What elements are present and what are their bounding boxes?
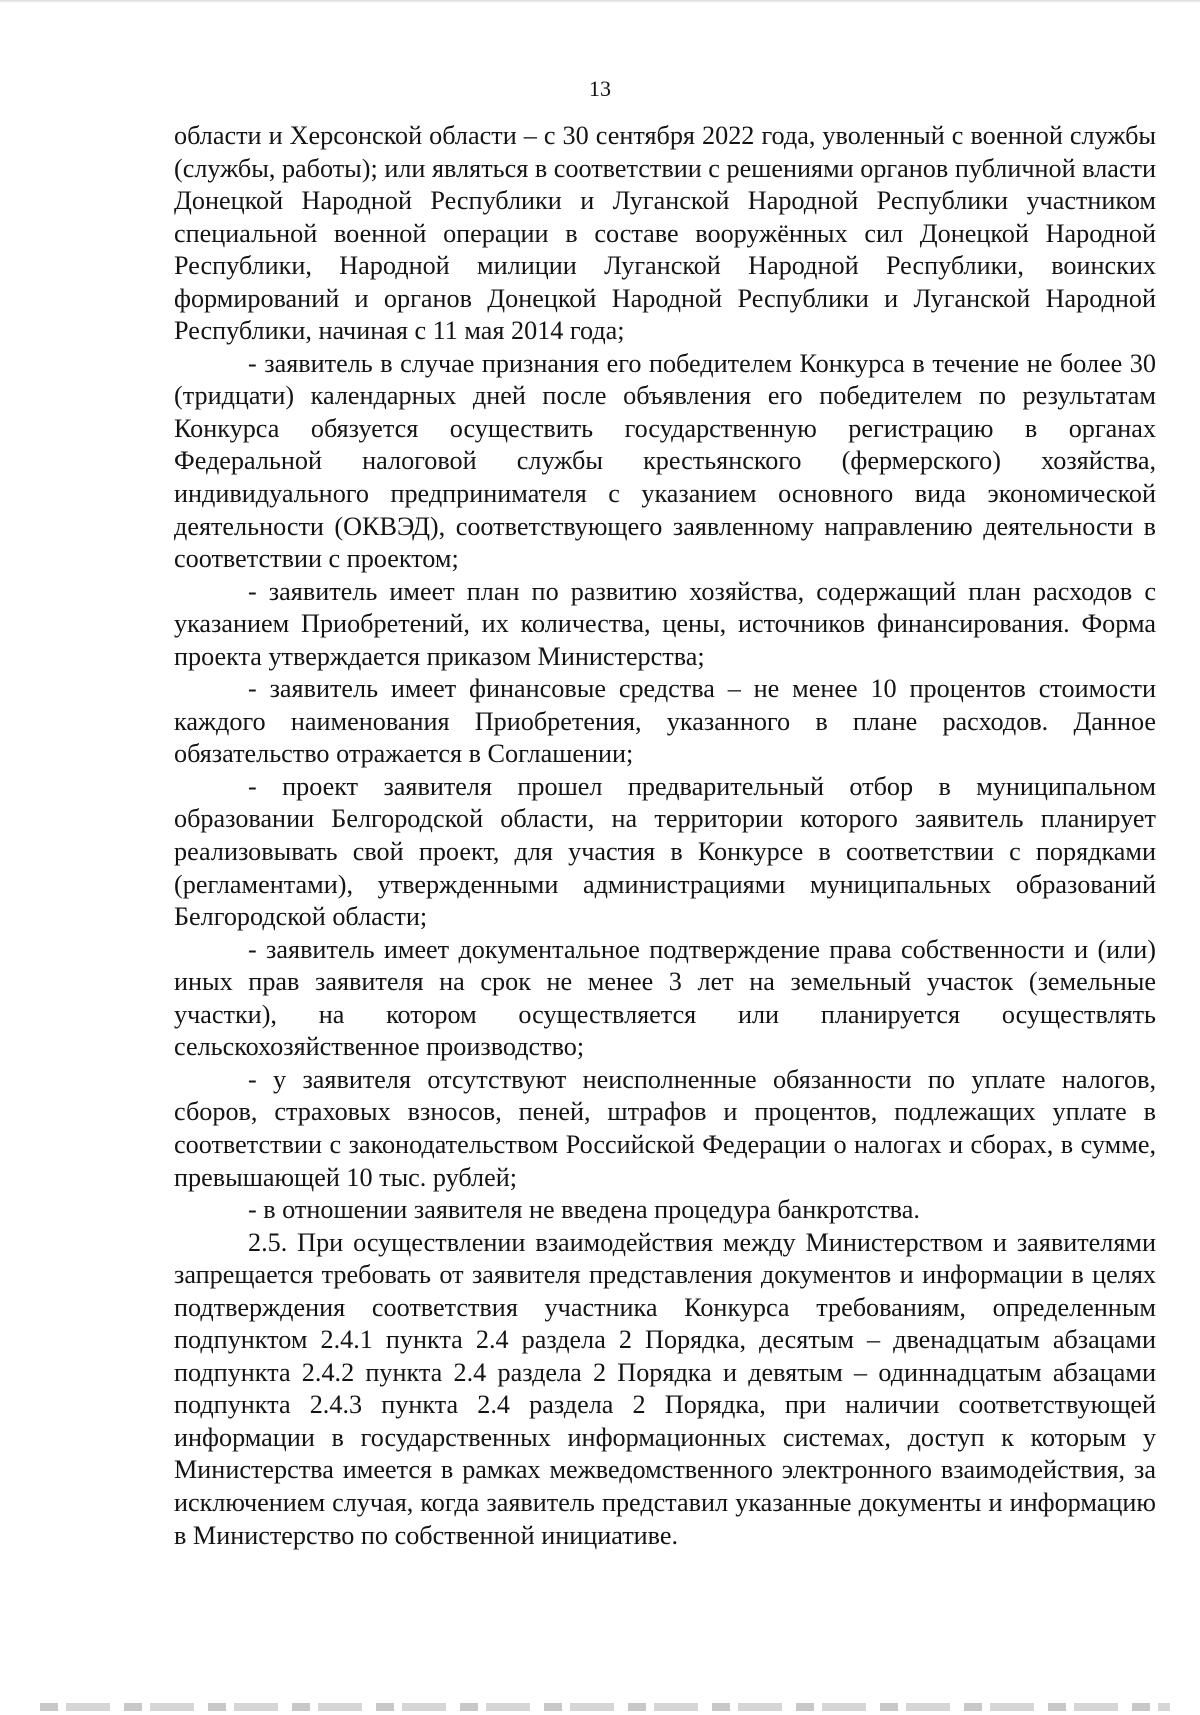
document-body [174, 120, 1156, 1552]
paragraph-registration-obligation: - заявитель в случае признания его победителем Конкурса в течение не более 30 (тридцати) календарных дней после объявления его победителем по результатам Конкурса обязуется осуществить государственную регистрацию в органах Федеральной налоговой службы крестьянского (фермерского) хозяйства, индивидуального предпринимателя с указанием основного вида экономической деятельности (ОКВЭД), соответствующего заявленному направлению деятельности в соответствии с проектом; [174, 348, 1156, 574]
paragraph-development-plan: - заявитель имеет план по развитию хозяйства, содержащий план расходов с указанием Приобретений, их количества, цены, источников финансирования. Форма проекта утверждается приказом Министерства; [174, 576, 1156, 671]
paragraph-no-tax-debts: - у заявителя отсутствуют неисполненные обязанности по уплате налогов, сборов, страховых взносов, пеней, штрафов и процентов, подлежащих уплате в соответствии с законодательством Российской Федерации о налогах и сборах, в сумме, превышающей 10 тыс. рублей; [174, 1064, 1156, 1192]
scan-bottom-edge [40, 1703, 1170, 1711]
paragraph-land-rights: - заявитель имеет документальное подтверждение права собственности и (или) иных прав заявителя на срок не менее 3 лет на земельный участок (земельные участки), на котором осуществляется или планируется осуществлять сельскохозяйственное производство; [174, 934, 1156, 1062]
scan-top-edge [0, 0, 1200, 3]
paragraph-preliminary-selection: - проект заявителя прошел предварительный отбор в муниципальном образовании Белгородской области, на территории которого заявитель планирует реализовывать свой проект, для участия в Конкурсе в соответствии с порядками (регламентами), утвержденными администрациями муниципальных образований Белгородской области; [174, 771, 1156, 932]
paragraph-continuation: области и Херсонской области – с 30 сентября 2022 года, уволенный с военной службы (службы, работы); или являться в соответствии с решениями органов публичной власти Донецкой Народной Республики и Луганской Народной Республики участником специальной военной операции в составе вооружённых сил Донецкой Народной Республики, Народной милиции Луганской Народной Республики, воинских формирований и органов Донецкой Народной Республики и Луганской Народной Республики, начиная с 11 мая 2014 года; [174, 121, 1156, 346]
paragraph-no-bankruptcy: - в отношении заявителя не введена процедура банкротства. [248, 1195, 920, 1225]
paragraph-section-2-5: 2.5. При осуществлении взаимодействия между Министерством и заявителями запрещается требовать от заявителя представления документов и информации в целях подтверждения соответствия участника Конкурса требованиям, определенным подпунктом 2.4.1 пункта 2.4 раздела 2 Порядка, десятым – двенадцатым абзацами подпункта 2.4.2 пункта 2.4 раздела 2 Порядка и девятым – одиннадцатым абзацами подпункта 2.4.3 пункта 2.4 раздела 2 Порядка, при наличии соответствующей информации в государственных информационных системах, доступ к которым у Министерства имеется в рамках межведомственного электронного взаимодействия, за исключением случая, когда заявитель представил указанные документы и информацию в Министерство по собственной инициативе. [174, 1227, 1156, 1550]
page-number: 13 [589, 76, 611, 101]
paragraph-own-funds: - заявитель имеет финансовые средства – не менее 10 процентов стоимости каждого наименования Приобретения, указанного в плане расходов. Данное обязательство отражается в Соглашении; [174, 674, 1156, 769]
